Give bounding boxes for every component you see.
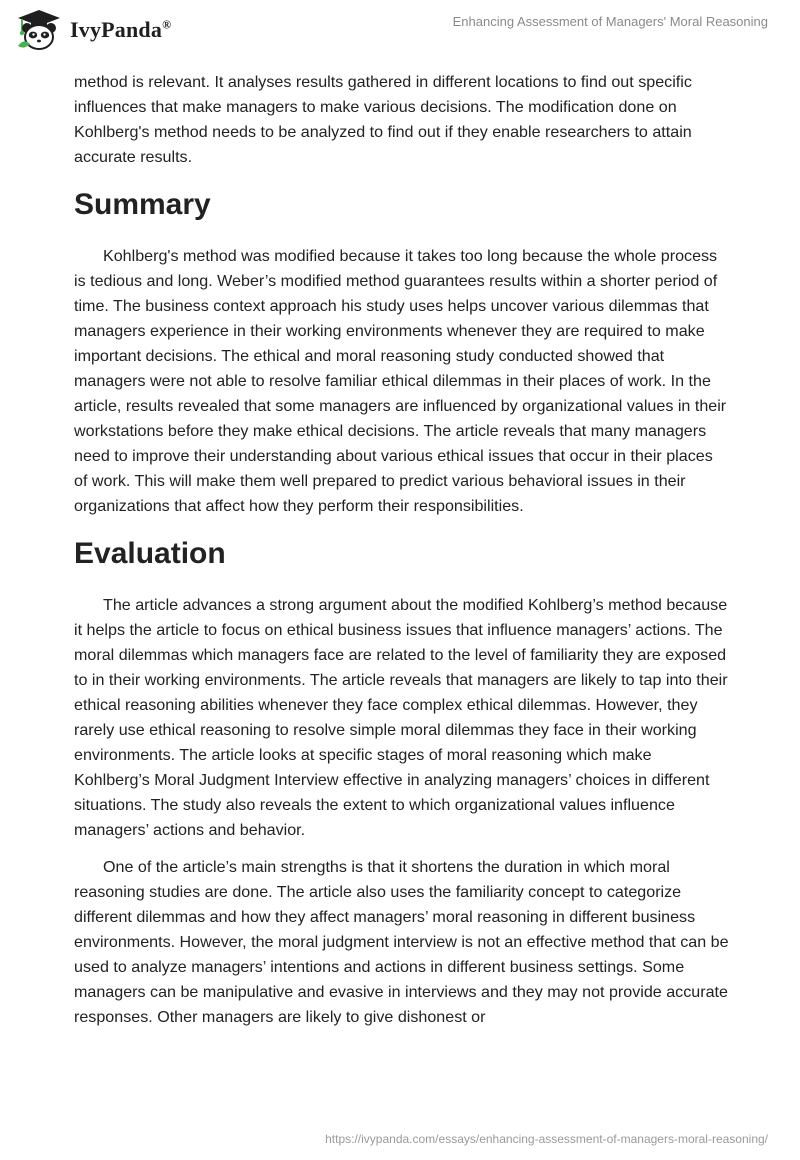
document-title: Enhancing Assessment of Managers' Moral Reasoning (452, 14, 768, 29)
panda-graduate-icon (14, 8, 64, 52)
source-url[interactable]: https://ivypanda.com/essays/enhancing-assessment-of-managers-moral-reasoning/ (325, 1132, 768, 1146)
brand-name: IvyPanda® (70, 17, 172, 42)
evaluation-heading: Evaluation (74, 537, 226, 570)
essay-body (74, 70, 730, 1042)
intro-paragraph: method is relevant. It analyses results gathered in different locations to find out specific influences that make managers to make various decisions. The modification done on Kohlberg's method needs to be analyzed to find out if they enable researchers to attain accurate results. (74, 73, 692, 166)
registered-mark: ® (162, 17, 172, 32)
summary-heading: Summary (74, 188, 211, 221)
brand-logo[interactable] (14, 8, 171, 52)
summary-paragraph: Kohlberg's method was modified because it takes too long because the whole process is tedious and long. Weber’s modified method guarantees results within a shorter period of time. The business context approach his study uses helps uncover various dilemmas that managers experience in their working environments whenever they are required to make important decisions. The ethical and moral reasoning study conducted showed that managers were not able to resolve familiar ethical dilemmas in their places of work. In the article, results revealed that some managers are influenced by organizational values in their workstations before they make ethical decisions. The article reveals that many managers need to improve their understanding about various ethical issues that occur in their places of work. This will make them well prepared to predict various behavioral issues in their organizations that affect how they perform their responsibilities. (74, 247, 727, 515)
evaluation-paragraph-1: The article advances a strong argument about the modified Kohlberg’s method because it helps the article to focus on ethical business issues that influence managers’ actions. The moral dilemmas which managers face are related to the level of familiarity they are exposed to in their working environments. The article reveals that managers are likely to tap into their ethical reasoning abilities whenever they face complex ethical dilemmas. However, they rarely use ethical reasoning to resolve simple moral dilemmas they face in their working environments. The article looks at specific stages of moral reasoning which make Kohlberg’s Moral Judgment Interview effective in analyzing managers’ choices in different situations. The study also reveals the extent to which organizational values influence managers’ actions and behavior. (74, 596, 728, 839)
page-header (0, 0, 800, 64)
evaluation-paragraph-2: One of the article’s main strengths is that it shortens the duration in which moral reasoning studies are done. The article also uses the familiarity concept to categorize different dilemmas and how they affect managers’ moral reasoning in different business environments. However, the moral judgment interview is not an effective method that can be used to analyze managers’ intentions and actions in different business settings. Some managers can be manipulative and evasive in interviews and they may not provide accurate responses. Other managers are likely to give dishonest or (74, 858, 729, 1026)
